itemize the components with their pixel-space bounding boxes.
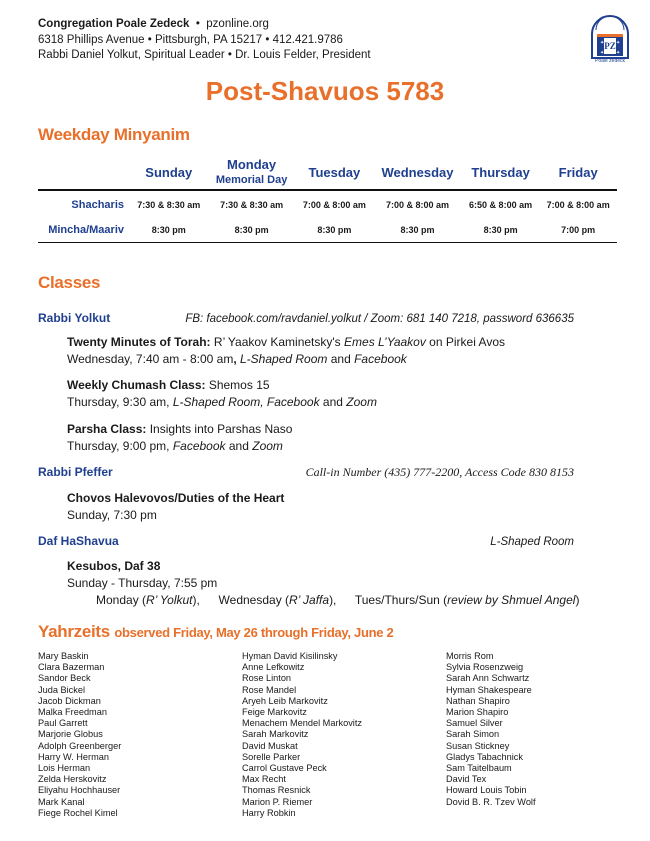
day-header: Wednesday [381,164,454,180]
yahrzeits-subheading: observed Friday, May 26 through Friday, June 2 [114,625,394,640]
time-cell: 7:00 & 8:00 am [302,199,366,210]
pz-logo-icon [586,14,634,64]
classes-heading: Classes [38,273,101,292]
list-item: Mark Kanal [38,796,85,807]
time-cell: 7:00 & 8:00 am [546,199,610,210]
list-item: Sarah Markovitz [242,729,309,740]
teacher-info: L-Shaped Room [490,536,574,548]
time-cell: 8:30 pm [400,224,435,235]
list-item: Marion Shapiro [446,707,509,718]
list-item: Sandor Beck [38,673,91,684]
svg-text:✦: ✦ [616,50,621,56]
time-cell: 8:30 pm [483,224,518,235]
class-item: Twenty Minutes of Torah: R’ Yaakov Kaminetsky's Emes L’Yaakov on Pirkei Avos Wednesday, 7:40 am - 8:00 am, L-Shaped Room and Facebook [67,335,505,366]
class-item: Chovos Halevovos/Duties of the Heart Sunday, 7:30 pm [67,491,285,522]
class-item: Weekly Chumash Class: Shemos 15 Thursday, 9:30 am, L-Shaped Room, Facebook and Zoom [67,378,377,409]
list-item: Rose Mandel [242,684,297,695]
svg-text:✦: ✦ [600,40,605,46]
table-header-row [38,156,617,190]
logo-text: Poale zedeck [594,58,626,64]
time-cell: 7:00 pm [561,224,596,235]
list-item: Paul Garrett [38,718,88,729]
class-item: Kesubos, Daf 38 Sunday - Thursday, 7:55 pm [67,559,218,590]
list-item: Mary Baskin [38,651,89,661]
list-item: Jacob Dickman [38,695,101,706]
teacher-info: FB: facebook.com/ravdaniel.yolkut / Zoom: 681 140 7218, password 636635 [185,313,574,325]
teacher-name: Rabbi Pfeffer [38,465,113,479]
list-item: Sam Taitelbaum [446,763,512,774]
pfeffer-row [38,465,574,480]
day-header: Tuesday [308,164,361,180]
yolkut-row [38,311,574,325]
yahrzeit-column [446,651,536,808]
time-cell: 7:30 & 8:30 am [220,199,284,210]
daf-row [38,534,574,548]
list-item: Nathan Shapiro [446,695,510,706]
list-item: Rose Linton [242,673,292,684]
list-item: David Tex [446,774,487,785]
list-item: Anne Lefkowitz [242,662,305,673]
list-item: Harry W. Herman [38,751,109,762]
minyanim-table [38,156,617,243]
list-item: David Muskat [242,740,298,751]
time-cell: 8:30 pm [234,224,269,235]
class-item: Parsha Class: Insights into Parshas Naso Thursday, 9:00 pm, Facebook and Zoom [67,422,293,453]
yahrzeits-heading: Yahrzeits observed Friday, May 26 through Friday, June 2 [38,622,394,641]
website: pzonline.org [206,18,269,30]
list-item: Howard Louis Tobin [446,785,527,796]
teacher-info: Call-in Number (435) 777-2200, Access Code 830 8153 [305,465,574,479]
page-title: Post-Shavuos 5783 [205,76,445,106]
list-item: Juda Bickel [38,684,85,695]
svg-text:✦: ✦ [600,50,605,56]
logo-letters: PZ [604,41,616,51]
time-cell: 8:30 pm [151,224,186,235]
list-item: Menachem Mendel Markovitz [242,718,362,729]
day-header: Thursday [471,164,530,180]
list-item: Susan Stickney [446,740,510,751]
list-item: Marion P. Riemer [242,796,313,807]
row-label: Mincha/Maariv [48,223,124,236]
corner-cell [38,156,130,190]
day-header: Monday Memorial Day [215,157,288,186]
list-item: Adolph Greenberger [38,740,122,751]
yahrzeit-column [242,651,362,819]
list-item: Lois Herman [38,763,91,774]
list-item: Eliyahu Hochhauser [38,785,121,796]
time-cell: 6:50 & 8:00 am [469,199,533,210]
bullet: • [192,18,204,30]
list-item: Samuel Silver [446,718,503,729]
address-line: 6318 Phillips Avenue • Pittsburgh, PA 15217 • 412.421.9786 [38,33,343,46]
list-item: Sarah Simon [446,729,500,740]
list-item: Hyman David Kisilinsky [242,651,338,661]
time-cell: 7:30 & 8:30 am [137,199,201,210]
list-item: Clara Bazerman [38,662,105,673]
list-item: Gladys Tabachnick [446,751,523,762]
table-row [38,218,617,242]
list-item: Dovid B. R. Tzev Wolf [446,796,536,807]
leaders-line: Rabbi Daniel Yolkut, Spiritual Leader • Dr. Louis Felder, President [38,49,371,61]
list-item: Marjorie Globus [38,729,103,740]
list-item: Sorelle Parker [242,751,301,762]
svg-text:✦: ✦ [616,40,621,46]
teacher-name: Daf HaShavua [38,534,119,548]
list-item: Zelda Herskovitz [38,774,107,785]
row-label: Shacharis [71,198,124,211]
org-name: Congregation Poale Zedeck [38,18,190,30]
minyanim-heading: Weekday Minyanim [38,125,190,144]
list-item: Max Recht [242,774,286,785]
header [38,17,371,64]
time-cell: 7:00 & 8:00 am [385,199,449,210]
table-row [38,190,617,218]
day-header: Sunday [145,164,193,180]
list-item: Morris Rom [446,651,494,661]
list-item: Aryeh Leib Markovitz [242,695,328,706]
yahrzeit-column [38,651,121,819]
daf-rotation: Monday (R’ Yolkut), Wednesday (R’ Jaffa), Tues/Thurs/Sun (review by Shmuel Angel) [96,593,580,607]
list-item: Fiege Rochel Kimel [38,807,118,818]
header-line-1 [38,17,371,33]
list-item: Sarah Ann Schwartz [446,673,530,684]
list-item: Feige Markovitz [242,707,307,718]
list-item: Malka Freedman [38,707,107,718]
list-item: Sylvia Rosenzweig [446,662,524,673]
day-header: Friday [558,164,598,180]
list-item: Thomas Resnick [242,785,311,796]
list-item: Hyman Shakespeare [446,684,532,695]
list-item: Carrol Gustave Peck [242,763,327,774]
list-item: Harry Robkin [242,807,296,818]
time-cell: 8:30 pm [317,224,352,235]
day-subheader: Memorial Day [215,174,288,186]
teacher-name: Rabbi Yolkut [38,311,111,325]
